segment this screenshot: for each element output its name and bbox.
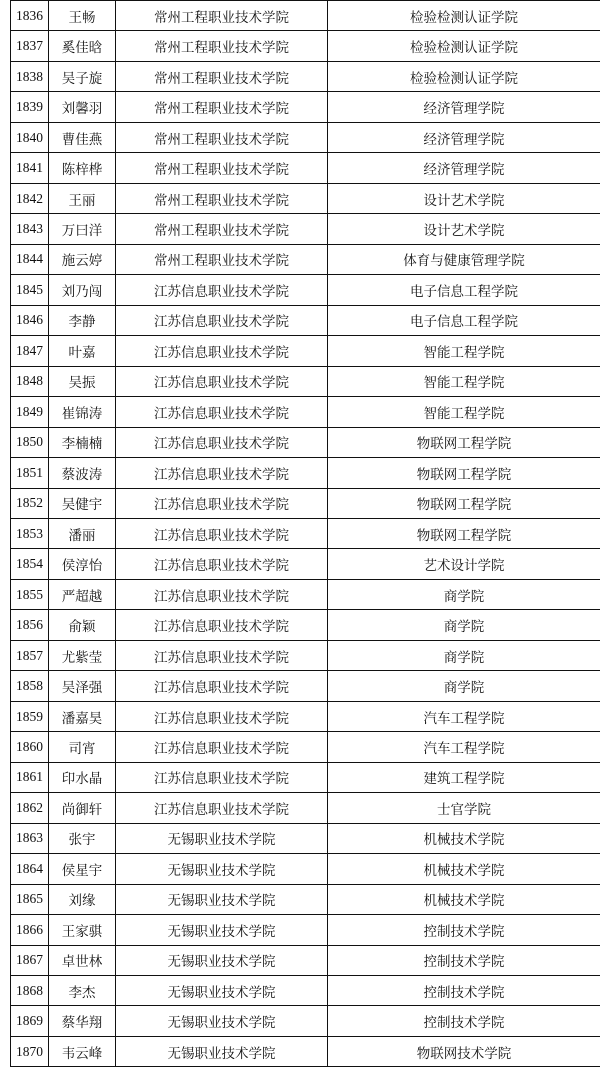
name-cell: 李静	[49, 305, 116, 335]
row-number-cell: 1850	[11, 427, 49, 457]
college-cell: 智能工程学院	[328, 366, 600, 396]
row-number-cell: 1849	[11, 397, 49, 427]
row-number-cell: 1860	[11, 732, 49, 762]
school-cell: 常州工程职业技术学院	[116, 1, 328, 31]
name-cell: 万曰洋	[49, 214, 116, 244]
college-cell: 控制技术学院	[328, 1006, 600, 1036]
table-row	[11, 305, 600, 335]
name-cell: 韦云峰	[49, 1036, 116, 1066]
row-number-cell: 1852	[11, 488, 49, 518]
school-cell: 江苏信息职业技术学院	[116, 275, 328, 305]
table-row	[11, 1036, 600, 1066]
row-number-cell: 1865	[11, 884, 49, 914]
table-row	[11, 488, 600, 518]
name-cell: 蔡华翔	[49, 1006, 116, 1036]
name-cell: 陈梓桦	[49, 153, 116, 183]
row-number-cell: 1837	[11, 31, 49, 61]
table-row	[11, 1006, 600, 1036]
row-number-cell: 1858	[11, 671, 49, 701]
table-row	[11, 976, 600, 1006]
row-number-cell: 1855	[11, 579, 49, 609]
name-cell: 潘丽	[49, 518, 116, 548]
school-cell: 江苏信息职业技术学院	[116, 305, 328, 335]
school-cell: 江苏信息职业技术学院	[116, 640, 328, 670]
table-row	[11, 945, 600, 975]
name-cell: 卓世林	[49, 945, 116, 975]
school-cell: 常州工程职业技术学院	[116, 122, 328, 152]
name-cell: 刘缘	[49, 884, 116, 914]
name-cell: 叶嘉	[49, 336, 116, 366]
row-number-cell: 1843	[11, 214, 49, 244]
name-cell: 崔锦涛	[49, 397, 116, 427]
school-cell: 无锡职业技术学院	[116, 854, 328, 884]
college-cell: 商学院	[328, 579, 600, 609]
row-number-cell: 1839	[11, 92, 49, 122]
name-cell: 王畅	[49, 1, 116, 31]
row-number-cell: 1842	[11, 183, 49, 213]
college-cell: 体育与健康管理学院	[328, 244, 600, 274]
table-row	[11, 275, 600, 305]
row-number-cell: 1862	[11, 793, 49, 823]
table-row	[11, 549, 600, 579]
college-cell: 经济管理学院	[328, 92, 600, 122]
school-cell: 常州工程职业技术学院	[116, 153, 328, 183]
table-row	[11, 153, 600, 183]
award-list-table	[10, 0, 600, 1067]
college-cell: 智能工程学院	[328, 336, 600, 366]
college-cell: 设计艺术学院	[328, 183, 600, 213]
school-cell: 无锡职业技术学院	[116, 1006, 328, 1036]
name-cell: 吴健宇	[49, 488, 116, 518]
college-cell: 汽车工程学院	[328, 701, 600, 731]
row-number-cell: 1838	[11, 61, 49, 91]
name-cell: 侯星宇	[49, 854, 116, 884]
school-cell: 江苏信息职业技术学院	[116, 732, 328, 762]
school-cell: 江苏信息职业技术学院	[116, 518, 328, 548]
table-row	[11, 854, 600, 884]
college-cell: 士官学院	[328, 793, 600, 823]
table-row	[11, 915, 600, 945]
school-cell: 江苏信息职业技术学院	[116, 549, 328, 579]
school-cell: 江苏信息职业技术学院	[116, 579, 328, 609]
row-number-cell: 1841	[11, 153, 49, 183]
school-cell: 无锡职业技术学院	[116, 823, 328, 853]
table-row	[11, 244, 600, 274]
row-number-cell: 1846	[11, 305, 49, 335]
school-cell: 江苏信息职业技术学院	[116, 397, 328, 427]
name-cell: 尚御轩	[49, 793, 116, 823]
college-cell: 商学院	[328, 671, 600, 701]
name-cell: 尤紫莹	[49, 640, 116, 670]
row-number-cell: 1836	[11, 1, 49, 31]
table-row	[11, 61, 600, 91]
row-number-cell: 1866	[11, 915, 49, 945]
college-cell: 控制技术学院	[328, 945, 600, 975]
school-cell: 无锡职业技术学院	[116, 884, 328, 914]
name-cell: 潘嘉昊	[49, 701, 116, 731]
school-cell: 常州工程职业技术学院	[116, 61, 328, 91]
school-cell: 江苏信息职业技术学院	[116, 366, 328, 396]
name-cell: 奚佳晗	[49, 31, 116, 61]
name-cell: 吴泽强	[49, 671, 116, 701]
name-cell: 李杰	[49, 976, 116, 1006]
table-row	[11, 458, 600, 488]
college-cell: 控制技术学院	[328, 915, 600, 945]
name-cell: 吴振	[49, 366, 116, 396]
name-cell: 严超越	[49, 579, 116, 609]
table-row	[11, 610, 600, 640]
name-cell: 刘馨羽	[49, 92, 116, 122]
college-cell: 电子信息工程学院	[328, 305, 600, 335]
row-number-cell: 1867	[11, 945, 49, 975]
table-row	[11, 427, 600, 457]
table-row	[11, 671, 600, 701]
table-row	[11, 793, 600, 823]
school-cell: 江苏信息职业技术学院	[116, 701, 328, 731]
school-cell: 江苏信息职业技术学院	[116, 488, 328, 518]
college-cell: 设计艺术学院	[328, 214, 600, 244]
name-cell: 俞颖	[49, 610, 116, 640]
name-cell: 施云婷	[49, 244, 116, 274]
name-cell: 司宵	[49, 732, 116, 762]
school-cell: 无锡职业技术学院	[116, 915, 328, 945]
table-row	[11, 823, 600, 853]
row-number-cell: 1853	[11, 518, 49, 548]
school-cell: 常州工程职业技术学院	[116, 31, 328, 61]
college-cell: 艺术设计学院	[328, 549, 600, 579]
row-number-cell: 1857	[11, 640, 49, 670]
name-cell: 王丽	[49, 183, 116, 213]
row-number-cell: 1845	[11, 275, 49, 305]
college-cell: 物联网技术学院	[328, 1036, 600, 1066]
college-cell: 建筑工程学院	[328, 762, 600, 792]
name-cell: 蔡波涛	[49, 458, 116, 488]
name-cell: 侯淳怡	[49, 549, 116, 579]
row-number-cell: 1847	[11, 336, 49, 366]
school-cell: 无锡职业技术学院	[116, 945, 328, 975]
row-number-cell: 1868	[11, 976, 49, 1006]
row-number-cell: 1870	[11, 1036, 49, 1066]
name-cell: 吴子旋	[49, 61, 116, 91]
college-cell: 物联网工程学院	[328, 427, 600, 457]
table-row	[11, 732, 600, 762]
school-cell: 江苏信息职业技术学院	[116, 762, 328, 792]
name-cell: 张宇	[49, 823, 116, 853]
row-number-cell: 1848	[11, 366, 49, 396]
college-cell: 控制技术学院	[328, 976, 600, 1006]
name-cell: 曹佳燕	[49, 122, 116, 152]
table-row	[11, 31, 600, 61]
college-cell: 经济管理学院	[328, 122, 600, 152]
school-cell: 常州工程职业技术学院	[116, 183, 328, 213]
table-body	[11, 1, 600, 1067]
school-cell: 江苏信息职业技术学院	[116, 610, 328, 640]
table-row	[11, 366, 600, 396]
table-row	[11, 397, 600, 427]
school-cell: 江苏信息职业技术学院	[116, 458, 328, 488]
name-cell: 刘乃闯	[49, 275, 116, 305]
school-cell: 江苏信息职业技术学院	[116, 671, 328, 701]
table-row	[11, 579, 600, 609]
college-cell: 检验检测认证学院	[328, 1, 600, 31]
row-number-cell: 1863	[11, 823, 49, 853]
table-row	[11, 640, 600, 670]
table-row	[11, 92, 600, 122]
school-cell: 无锡职业技术学院	[116, 976, 328, 1006]
college-cell: 机械技术学院	[328, 854, 600, 884]
college-cell: 物联网工程学院	[328, 458, 600, 488]
table-row	[11, 214, 600, 244]
name-cell: 李楠楠	[49, 427, 116, 457]
row-number-cell: 1854	[11, 549, 49, 579]
table-row	[11, 1, 600, 31]
row-number-cell: 1856	[11, 610, 49, 640]
college-cell: 汽车工程学院	[328, 732, 600, 762]
row-number-cell: 1869	[11, 1006, 49, 1036]
college-cell: 智能工程学院	[328, 397, 600, 427]
school-cell: 常州工程职业技术学院	[116, 92, 328, 122]
table-row	[11, 884, 600, 914]
college-cell: 机械技术学院	[328, 884, 600, 914]
table-row	[11, 701, 600, 731]
table-row	[11, 336, 600, 366]
college-cell: 物联网工程学院	[328, 488, 600, 518]
table-row	[11, 183, 600, 213]
college-cell: 电子信息工程学院	[328, 275, 600, 305]
table-row	[11, 122, 600, 152]
school-cell: 江苏信息职业技术学院	[116, 793, 328, 823]
school-cell: 江苏信息职业技术学院	[116, 427, 328, 457]
college-cell: 商学院	[328, 640, 600, 670]
name-cell: 王家骐	[49, 915, 116, 945]
school-cell: 江苏信息职业技术学院	[116, 336, 328, 366]
college-cell: 商学院	[328, 610, 600, 640]
college-cell: 机械技术学院	[328, 823, 600, 853]
name-cell: 印水晶	[49, 762, 116, 792]
college-cell: 经济管理学院	[328, 153, 600, 183]
row-number-cell: 1844	[11, 244, 49, 274]
document-page	[10, 0, 600, 1067]
row-number-cell: 1840	[11, 122, 49, 152]
college-cell: 物联网工程学院	[328, 518, 600, 548]
row-number-cell: 1851	[11, 458, 49, 488]
table-row	[11, 518, 600, 548]
college-cell: 检验检测认证学院	[328, 31, 600, 61]
row-number-cell: 1864	[11, 854, 49, 884]
school-cell: 常州工程职业技术学院	[116, 214, 328, 244]
school-cell: 无锡职业技术学院	[116, 1036, 328, 1066]
row-number-cell: 1861	[11, 762, 49, 792]
school-cell: 常州工程职业技术学院	[116, 244, 328, 274]
row-number-cell: 1859	[11, 701, 49, 731]
college-cell: 检验检测认证学院	[328, 61, 600, 91]
table-row	[11, 762, 600, 792]
